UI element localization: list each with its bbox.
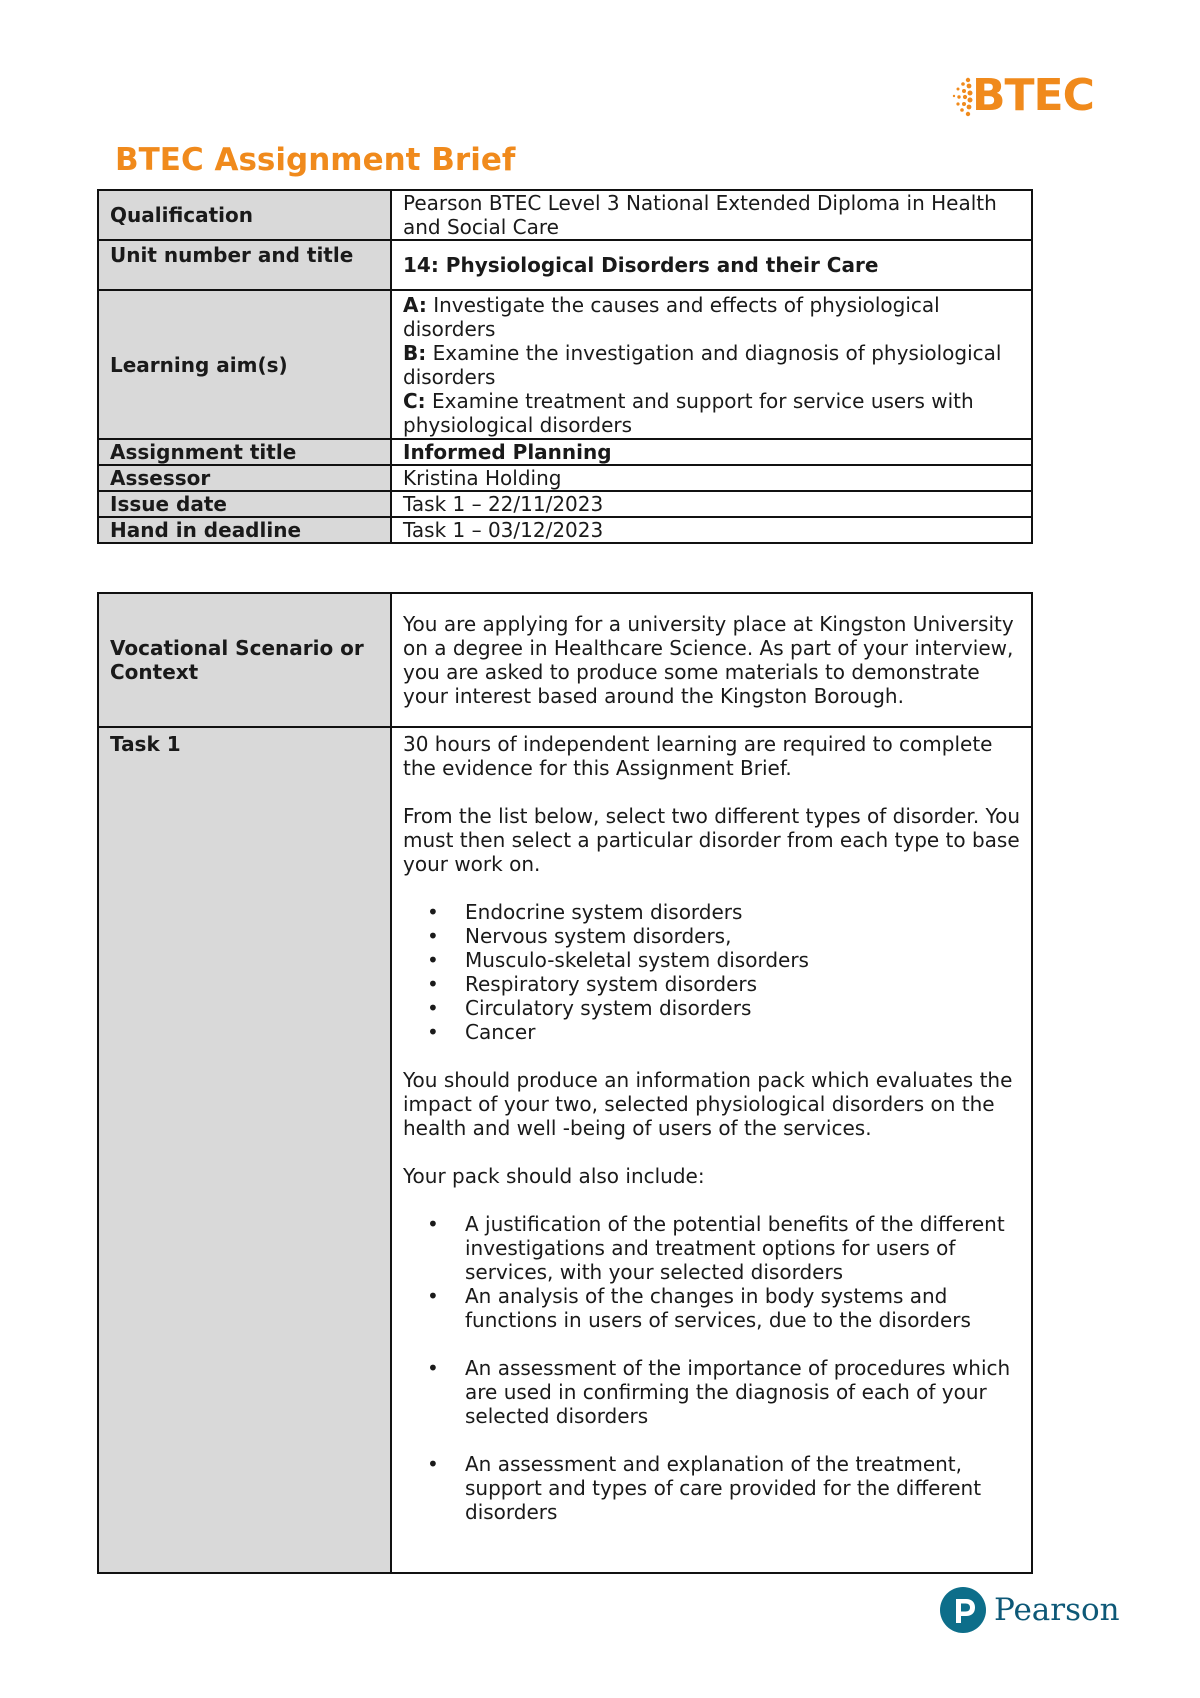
assignment-title-label: Assignment title <box>98 439 391 465</box>
qualification-label: Qualification <box>98 190 391 240</box>
task-produce-instructions: You should produce an information pack which evaluates the impact of your two, selected physiological disorders on the health and well -being of users of the services. <box>403 1068 1013 1140</box>
scenario-text: You are applying for a university place at Kingston University on a degree in Healthcare Science. As part of your interview, you are asked to produce some materials to demonstrate your interest based around the Kingston Borough. <box>391 593 1032 727</box>
task-content <box>391 727 1032 1573</box>
scenario-label: Vocational Scenario or Context <box>98 593 391 727</box>
aim-a: A: Investigate the causes and effects of physiological disorders <box>403 292 940 341</box>
qualification-value: Pearson BTEC Level 3 National Extended Diploma in Health and Social Care <box>391 190 1032 240</box>
task-select-instructions: From the list below, select two different types of disorder. You must then select a particular disorder from each type to base your work on. <box>403 804 1021 876</box>
list-item: • A justification of the potential benefits of the different investigations and treatment options for users of services, with your selected disorders <box>465 1212 1021 1284</box>
list-item: • Endocrine system disorders <box>465 900 1021 924</box>
list-item: • Nervous system disorders, <box>465 924 1021 948</box>
list-item: • Musculo-skeletal system disorders <box>465 948 1021 972</box>
task-label: Task 1 <box>98 727 391 1573</box>
unit-value: 14: Physiological Disorders and their Care <box>391 240 1032 290</box>
disorder-types-list <box>403 900 1021 1044</box>
page-title: BTEC Assignment Brief <box>115 142 516 178</box>
table-row <box>98 593 1032 727</box>
deadline-value: Task 1 – 03/12/2023 <box>391 517 1032 543</box>
assessor-label: Assessor <box>98 465 391 491</box>
assessor-value: Kristina Holding <box>391 465 1032 491</box>
table-row <box>98 439 1032 465</box>
aims-label: Learning aim(s) <box>98 290 391 439</box>
table-row <box>98 240 1032 290</box>
issue-date-label: Issue date <box>98 491 391 517</box>
btec-logo <box>950 70 1096 122</box>
aim-b: B: Examine the investigation and diagnosis of physiological disorders <box>403 340 1002 389</box>
btec-logo-text: BTEC <box>972 70 1094 121</box>
list-item: • Respiratory system disorders <box>465 972 1021 996</box>
table-row <box>98 290 1032 439</box>
btec-dots-icon <box>950 76 974 118</box>
deadline-label: Hand in deadline <box>98 517 391 543</box>
assignment-title-value: Informed Planning <box>391 439 1032 465</box>
issue-date-value: Task 1 – 22/11/2023 <box>391 491 1032 517</box>
list-item: • An assessment of the importance of procedures which are used in confirming the diagnosis of each of your selected disorders <box>465 1356 1021 1428</box>
list-item: • Circulatory system disorders <box>465 996 1021 1020</box>
pearson-logo-text: Pearson <box>994 1592 1120 1628</box>
list-item: • An assessment and explanation of the treatment, support and types of care provided for the different disorders <box>465 1452 1021 1524</box>
table-row <box>98 727 1032 1573</box>
table-row <box>98 517 1032 543</box>
table-row <box>98 491 1032 517</box>
assignment-details-table <box>97 189 1033 544</box>
task-intro: 30 hours of independent learning are required to complete the evidence for this Assignment Brief. <box>403 732 993 780</box>
aims-value <box>391 290 1032 439</box>
aim-c: C: Examine treatment and support for service users with physiological disorders <box>403 388 974 437</box>
list-item: • Cancer <box>465 1020 1021 1044</box>
scenario-task-table <box>97 592 1033 1574</box>
table-row <box>98 190 1032 240</box>
task-include-heading: Your pack should also include: <box>403 1164 705 1188</box>
pack-items-list <box>403 1212 1021 1524</box>
list-item: • An analysis of the changes in body systems and functions in users of services, due to the disorders <box>465 1284 1021 1332</box>
unit-label: Unit number and title <box>98 240 391 290</box>
pearson-p-icon <box>940 1587 986 1633</box>
table-row <box>98 465 1032 491</box>
pearson-logo <box>940 1587 1120 1637</box>
